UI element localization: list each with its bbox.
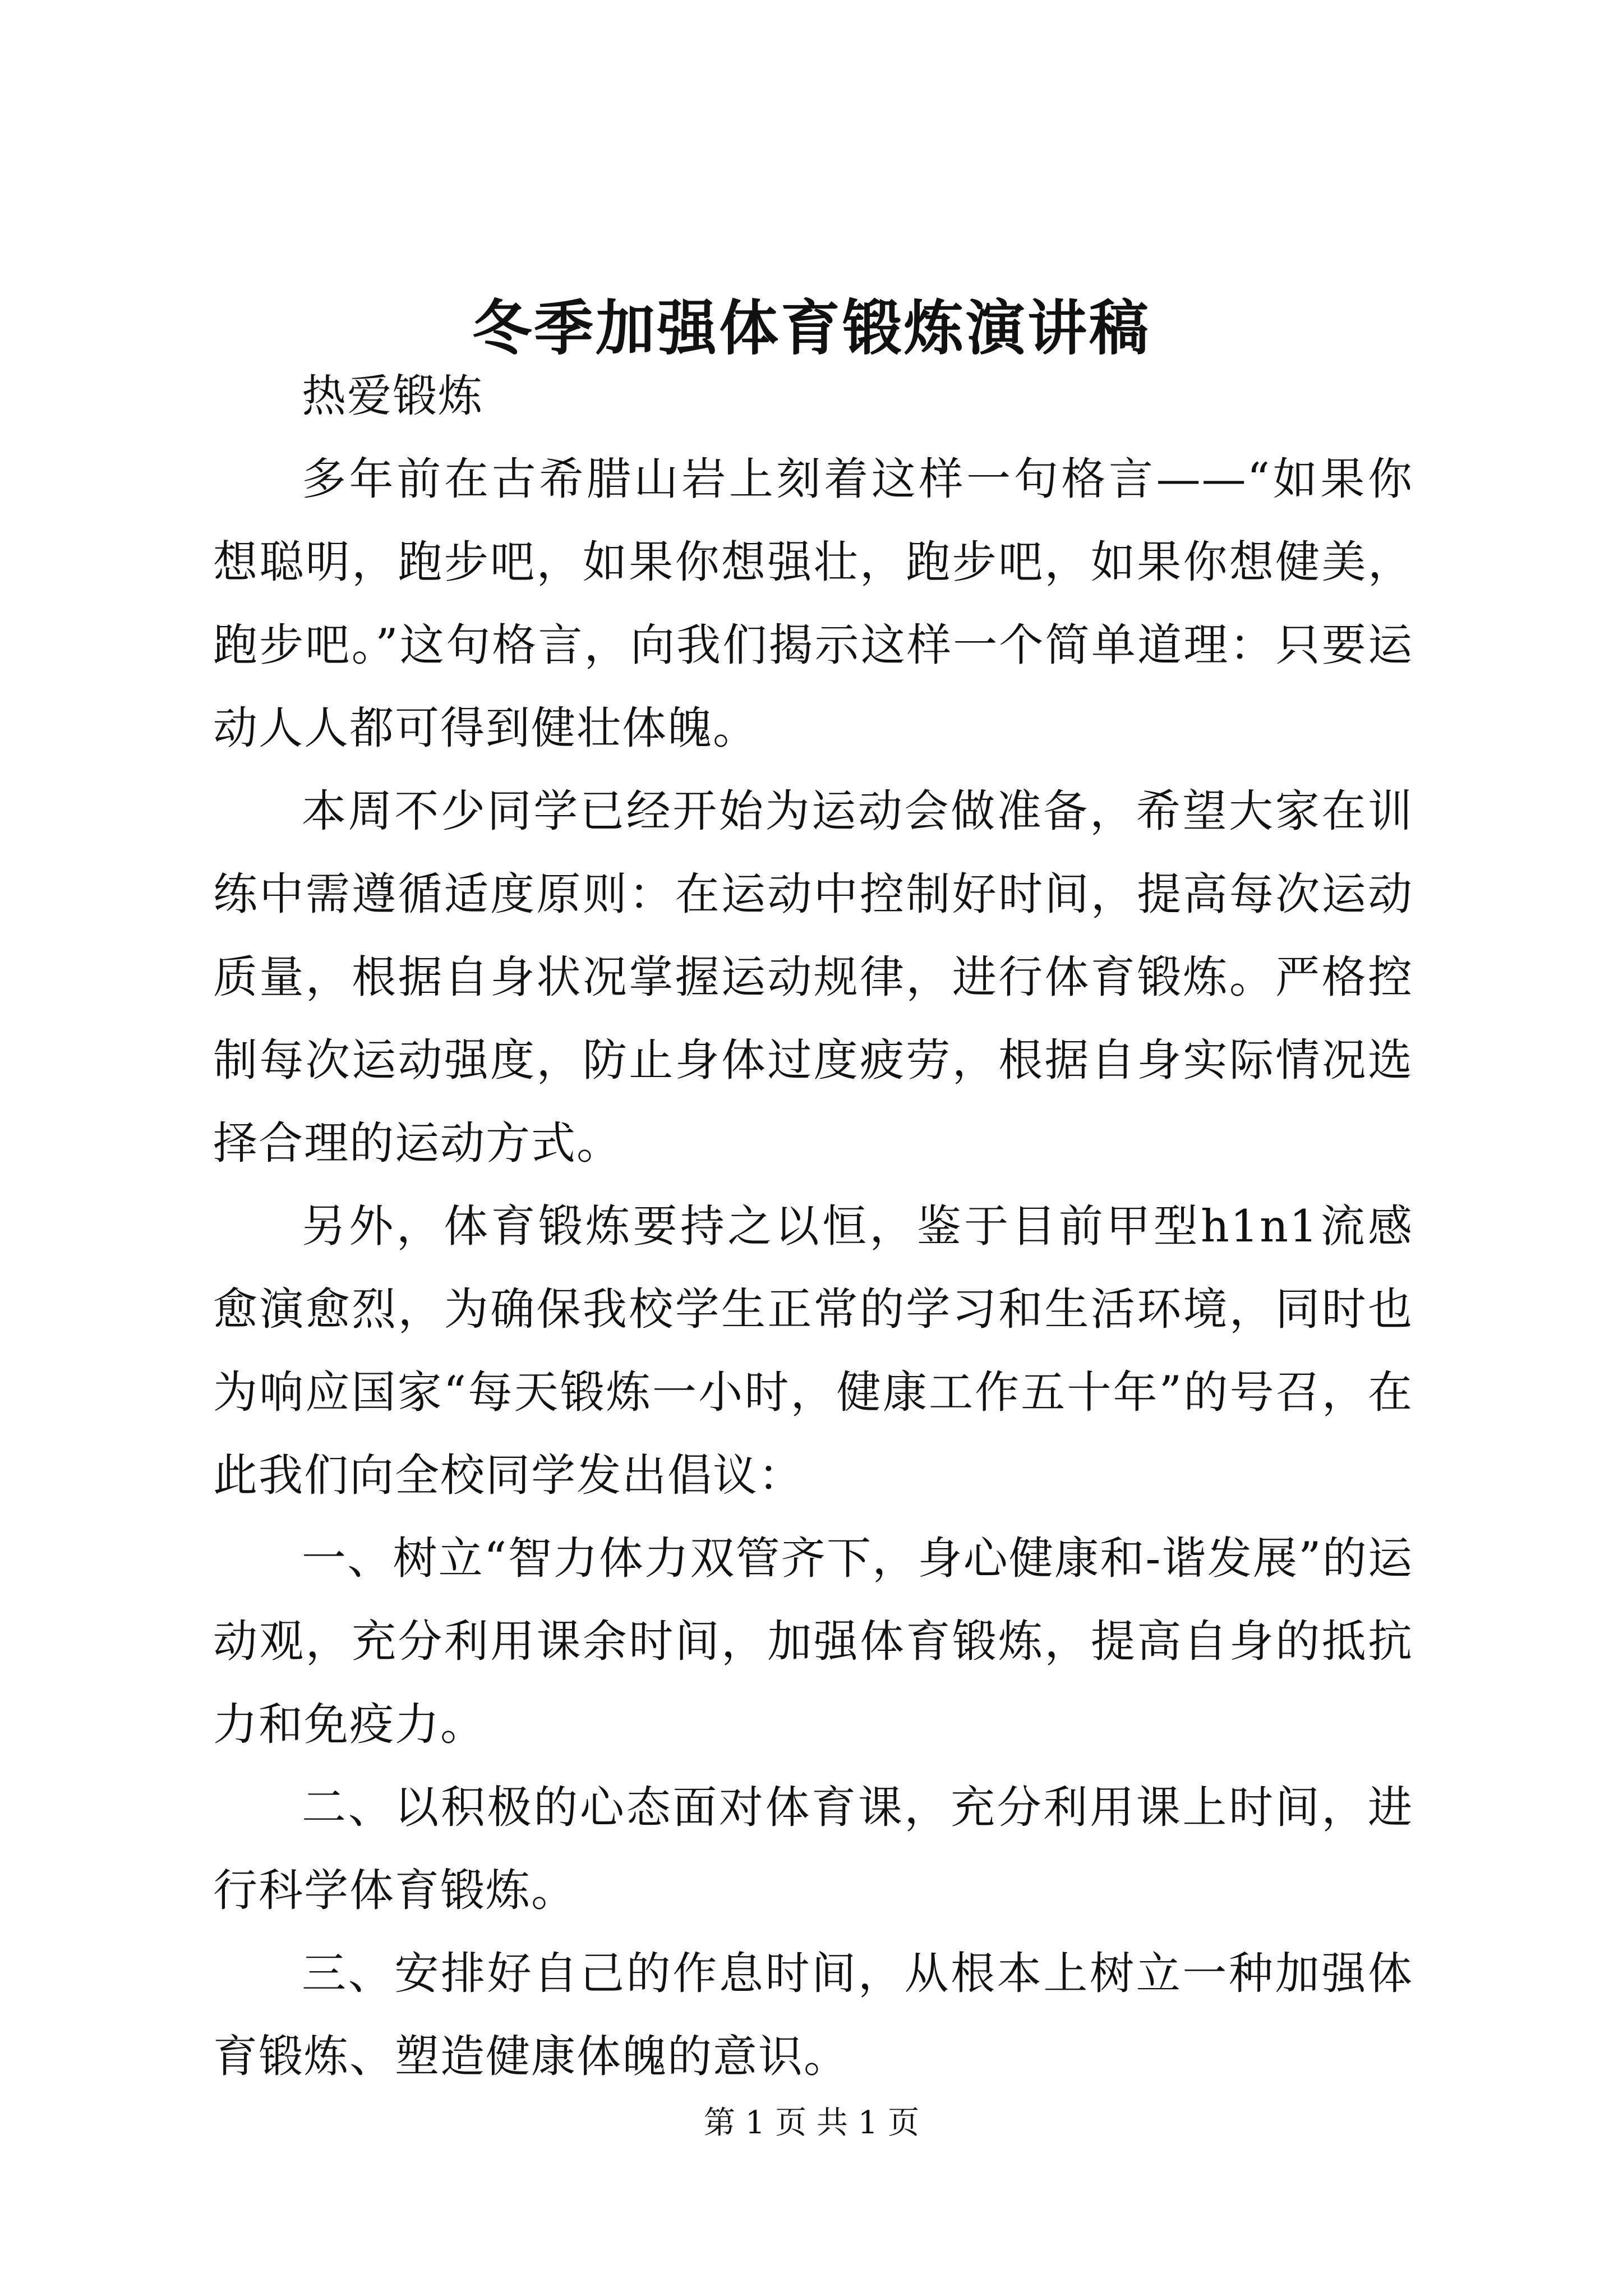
paragraph-proposal-3: 三、安排好自己的作息时间，从根本上树立一种加强体育锻炼、塑造健康体魄的意识。	[213, 1948, 1413, 2082]
paragraph: 本周不少同学已经开始为运动会做准备，希望大家在训练中需遵循适度原则：在运动中控制好时间，提高每次运动质量，根据自身状况掌握运动规律，进行体育锻炼。严格控制每次运动强度，防止身体过度疲劳，根据自身实际情况选择合理的运动方式。	[213, 785, 1413, 1169]
document-title: 冬季加强体育锻炼演讲稿	[472, 293, 1151, 363]
paragraph: 多年前在古希腊山岩上刻着这样一句格言——“如果你想聪明，跑步吧，如果你想强壮，跑步吧，如果你想健美，跑步吧。”这句格言，向我们揭示这样一个简单道理：只要运动人人都可得到健壮体魄。	[213, 453, 1413, 754]
page-number-footer: 第 1 页 共 1 页	[703, 2105, 920, 2141]
document-body	[213, 355, 1413, 2098]
paragraph-proposal-1: 一、树立“智力体力双管齐下，身心健康和-谐发展”的运动观，充分利用课余时间，加强体育锻炼，提高自身的抵抗力和免疫力。	[213, 1533, 1413, 1750]
paragraph-proposal-2: 二、以积极的心态面对体育课，充分利用课上时间，进行科学体育锻炼。	[213, 1782, 1413, 1916]
paragraph: 另外，体育锻炼要持之以恒，鉴于目前甲型h1n1流感愈演愈烈，为确保我校学生正常的学习和生活环境，同时也为响应国家“每天锻炼一小时，健康工作五十年”的号召，在此我们向全校同学发出倡议：	[213, 1200, 1413, 1501]
paragraph-subtitle: 热爱锻炼	[302, 370, 483, 422]
